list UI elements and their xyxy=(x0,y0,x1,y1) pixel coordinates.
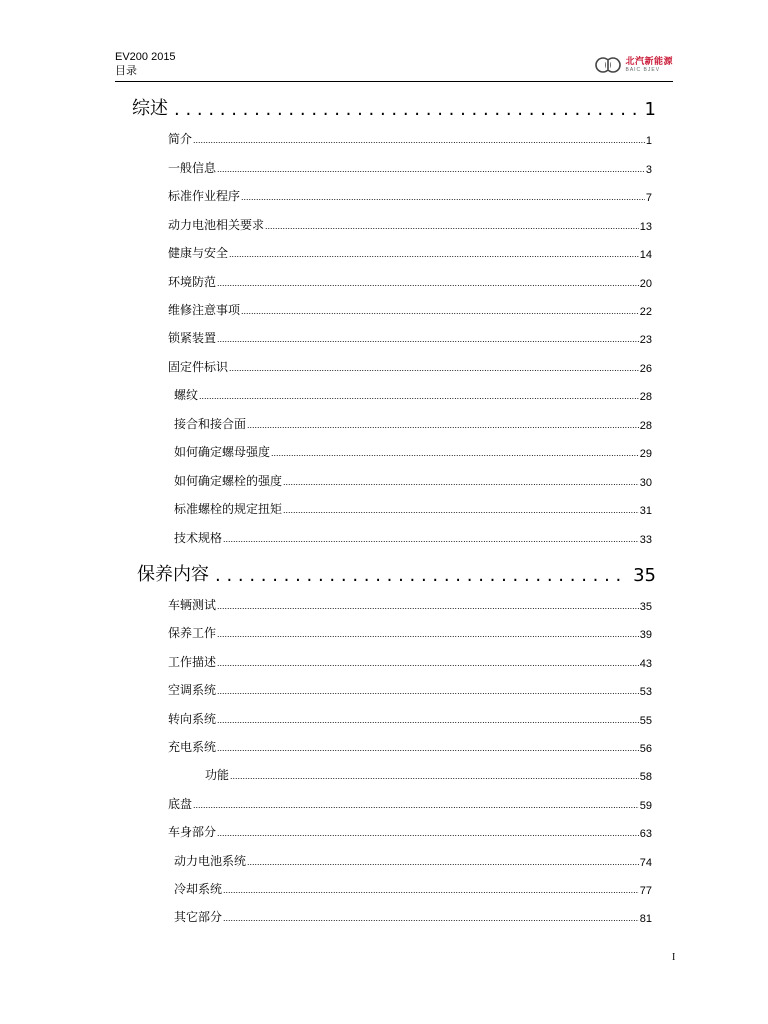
toc-title: 技术规格 xyxy=(174,531,223,545)
toc-title: 车辆测试 xyxy=(168,598,217,612)
dot-leader xyxy=(217,825,639,840)
toc-page-number: 3 xyxy=(645,164,652,176)
toc-entry[interactable] xyxy=(174,909,652,925)
toc-page-number: 55 xyxy=(639,715,652,727)
toc-page-number: 28 xyxy=(639,420,652,432)
toc-page-number: 58 xyxy=(639,771,652,783)
toc-title: 保养工作 xyxy=(168,626,217,640)
toc-page-number: 30 xyxy=(639,477,652,489)
toc-title: 螺纹 xyxy=(174,388,199,402)
toc-entry[interactable] xyxy=(174,881,652,897)
baic-emblem-icon xyxy=(595,57,621,73)
toc-entry[interactable] xyxy=(168,245,652,261)
toc-entry[interactable] xyxy=(168,625,652,641)
toc-entry[interactable] xyxy=(168,682,652,698)
dot-leader xyxy=(217,712,639,727)
dot-leader xyxy=(271,445,639,460)
dot-leader xyxy=(247,417,639,432)
toc-page-number: 7 xyxy=(645,192,652,204)
toc-page-number: 35 xyxy=(633,565,656,586)
toc-entry[interactable] xyxy=(168,739,652,755)
toc-title: 充电系统 xyxy=(168,740,217,754)
dot-leader xyxy=(283,474,639,489)
toc-entry[interactable] xyxy=(174,416,652,432)
dot-leader xyxy=(174,99,639,120)
dot-leader xyxy=(217,683,639,698)
dot-leader xyxy=(217,275,639,290)
toc-page-number: 35 xyxy=(639,601,652,613)
toc-page-number: 63 xyxy=(639,828,652,840)
dot-leader xyxy=(217,740,639,755)
dot-leader xyxy=(229,246,639,261)
toc-title: 综述 xyxy=(132,98,168,119)
toc-page-number: 20 xyxy=(639,278,652,290)
toc-title: 锁紧装置 xyxy=(168,331,217,345)
toc-page-number: 13 xyxy=(639,221,652,233)
dot-leader xyxy=(199,388,639,403)
toc-page-number: 29 xyxy=(639,448,652,460)
toc-entry[interactable] xyxy=(168,597,652,613)
header-rule xyxy=(115,81,673,82)
toc-title: 健康与安全 xyxy=(168,246,229,260)
toc-title: 维修注意事项 xyxy=(168,303,241,317)
toc-entry[interactable] xyxy=(168,274,652,290)
toc-entry[interactable] xyxy=(168,188,652,204)
toc-page-number: 14 xyxy=(639,249,652,261)
dot-leader xyxy=(223,531,639,546)
toc-page-number: 39 xyxy=(639,629,652,641)
toc-entry[interactable] xyxy=(168,824,652,840)
toc-title: 标准作业程序 xyxy=(168,189,241,203)
toc-title: 简介 xyxy=(168,132,193,146)
toc-chapter[interactable] xyxy=(132,96,656,120)
dot-leader xyxy=(193,132,645,147)
dot-leader xyxy=(247,854,639,869)
toc-page-number: 56 xyxy=(639,743,652,755)
toc-chapter[interactable] xyxy=(137,562,656,586)
toc-page-number: 1 xyxy=(644,99,656,120)
toc-entry[interactable] xyxy=(205,767,652,783)
toc-title: 动力电池系统 xyxy=(174,854,247,868)
toc-entry[interactable] xyxy=(168,796,652,812)
dot-leader xyxy=(223,910,639,925)
toc-entry[interactable] xyxy=(168,302,652,318)
toc-title: 保养内容 xyxy=(137,564,209,585)
logo-text-cn: 北汽新能源 xyxy=(625,56,673,67)
toc-page-number: 77 xyxy=(639,885,652,897)
toc-page-number: 53 xyxy=(639,686,652,698)
dot-leader xyxy=(217,655,639,670)
dot-leader xyxy=(193,797,639,812)
dot-leader xyxy=(241,303,639,318)
dot-leader xyxy=(241,189,645,204)
toc-page-number: 74 xyxy=(639,857,652,869)
toc-page-number: 33 xyxy=(639,534,652,546)
toc-entry[interactable] xyxy=(168,711,652,727)
toc-entry[interactable] xyxy=(174,387,652,403)
toc-title: 转向系统 xyxy=(168,712,217,726)
logo-text-en: BAIC BJEV xyxy=(625,66,661,73)
toc-title: 一般信息 xyxy=(168,161,217,175)
toc-entry[interactable] xyxy=(168,330,652,346)
toc-entry[interactable] xyxy=(168,131,652,147)
toc-page-number: 28 xyxy=(639,391,652,403)
toc-entry[interactable] xyxy=(174,853,652,869)
dot-leader xyxy=(230,768,639,783)
toc-title: 接合和接合面 xyxy=(174,417,247,431)
toc-title: 空调系统 xyxy=(168,683,217,697)
page-header xyxy=(115,50,673,82)
toc-title: 环境防范 xyxy=(168,275,217,289)
header-text xyxy=(115,50,176,78)
dot-leader xyxy=(217,331,639,346)
toc-title: 工作描述 xyxy=(168,655,217,669)
brand-logo xyxy=(595,56,673,74)
header-section: 目录 xyxy=(115,65,137,77)
toc-page-number: 81 xyxy=(639,913,652,925)
toc-title: 如何确定螺栓的强度 xyxy=(174,474,283,488)
toc-page-number: 26 xyxy=(639,363,652,375)
toc-title: 固定件标识 xyxy=(168,360,229,374)
toc-title: 动力电池相关要求 xyxy=(168,218,265,232)
toc-entry[interactable] xyxy=(174,473,652,489)
toc-page-number: 31 xyxy=(639,505,652,517)
dot-leader xyxy=(217,626,639,641)
dot-leader xyxy=(217,161,645,176)
toc-title: 如何确定螺母强度 xyxy=(174,445,271,459)
toc-title: 标准螺栓的规定扭矩 xyxy=(174,502,283,516)
footer-page-number: I xyxy=(672,952,676,963)
header-model: EV200 2015 xyxy=(115,51,176,63)
dot-leader xyxy=(223,882,639,897)
toc-title: 底盘 xyxy=(168,797,193,811)
toc-entry[interactable] xyxy=(168,160,652,176)
toc-page-number: 1 xyxy=(645,135,652,147)
toc-title: 车身部分 xyxy=(168,825,217,839)
toc-page-number: 59 xyxy=(639,800,652,812)
dot-leader xyxy=(229,360,639,375)
toc-entry[interactable] xyxy=(174,530,652,546)
toc-page-number: 43 xyxy=(639,658,652,670)
toc-title: 冷却系统 xyxy=(174,882,223,896)
toc-entry[interactable] xyxy=(168,654,652,670)
toc-entry[interactable] xyxy=(174,444,652,460)
toc-entry[interactable] xyxy=(168,359,652,375)
dot-leader xyxy=(265,218,639,233)
toc-entry[interactable] xyxy=(174,501,652,517)
toc-entry[interactable] xyxy=(168,217,652,233)
toc-page-number: 23 xyxy=(639,334,652,346)
toc-page-number: 22 xyxy=(639,306,652,318)
dot-leader xyxy=(215,565,627,586)
toc-title: 其它部分 xyxy=(174,910,223,924)
dot-leader xyxy=(283,502,639,517)
dot-leader xyxy=(217,598,639,613)
toc-title: 功能 xyxy=(205,768,230,782)
